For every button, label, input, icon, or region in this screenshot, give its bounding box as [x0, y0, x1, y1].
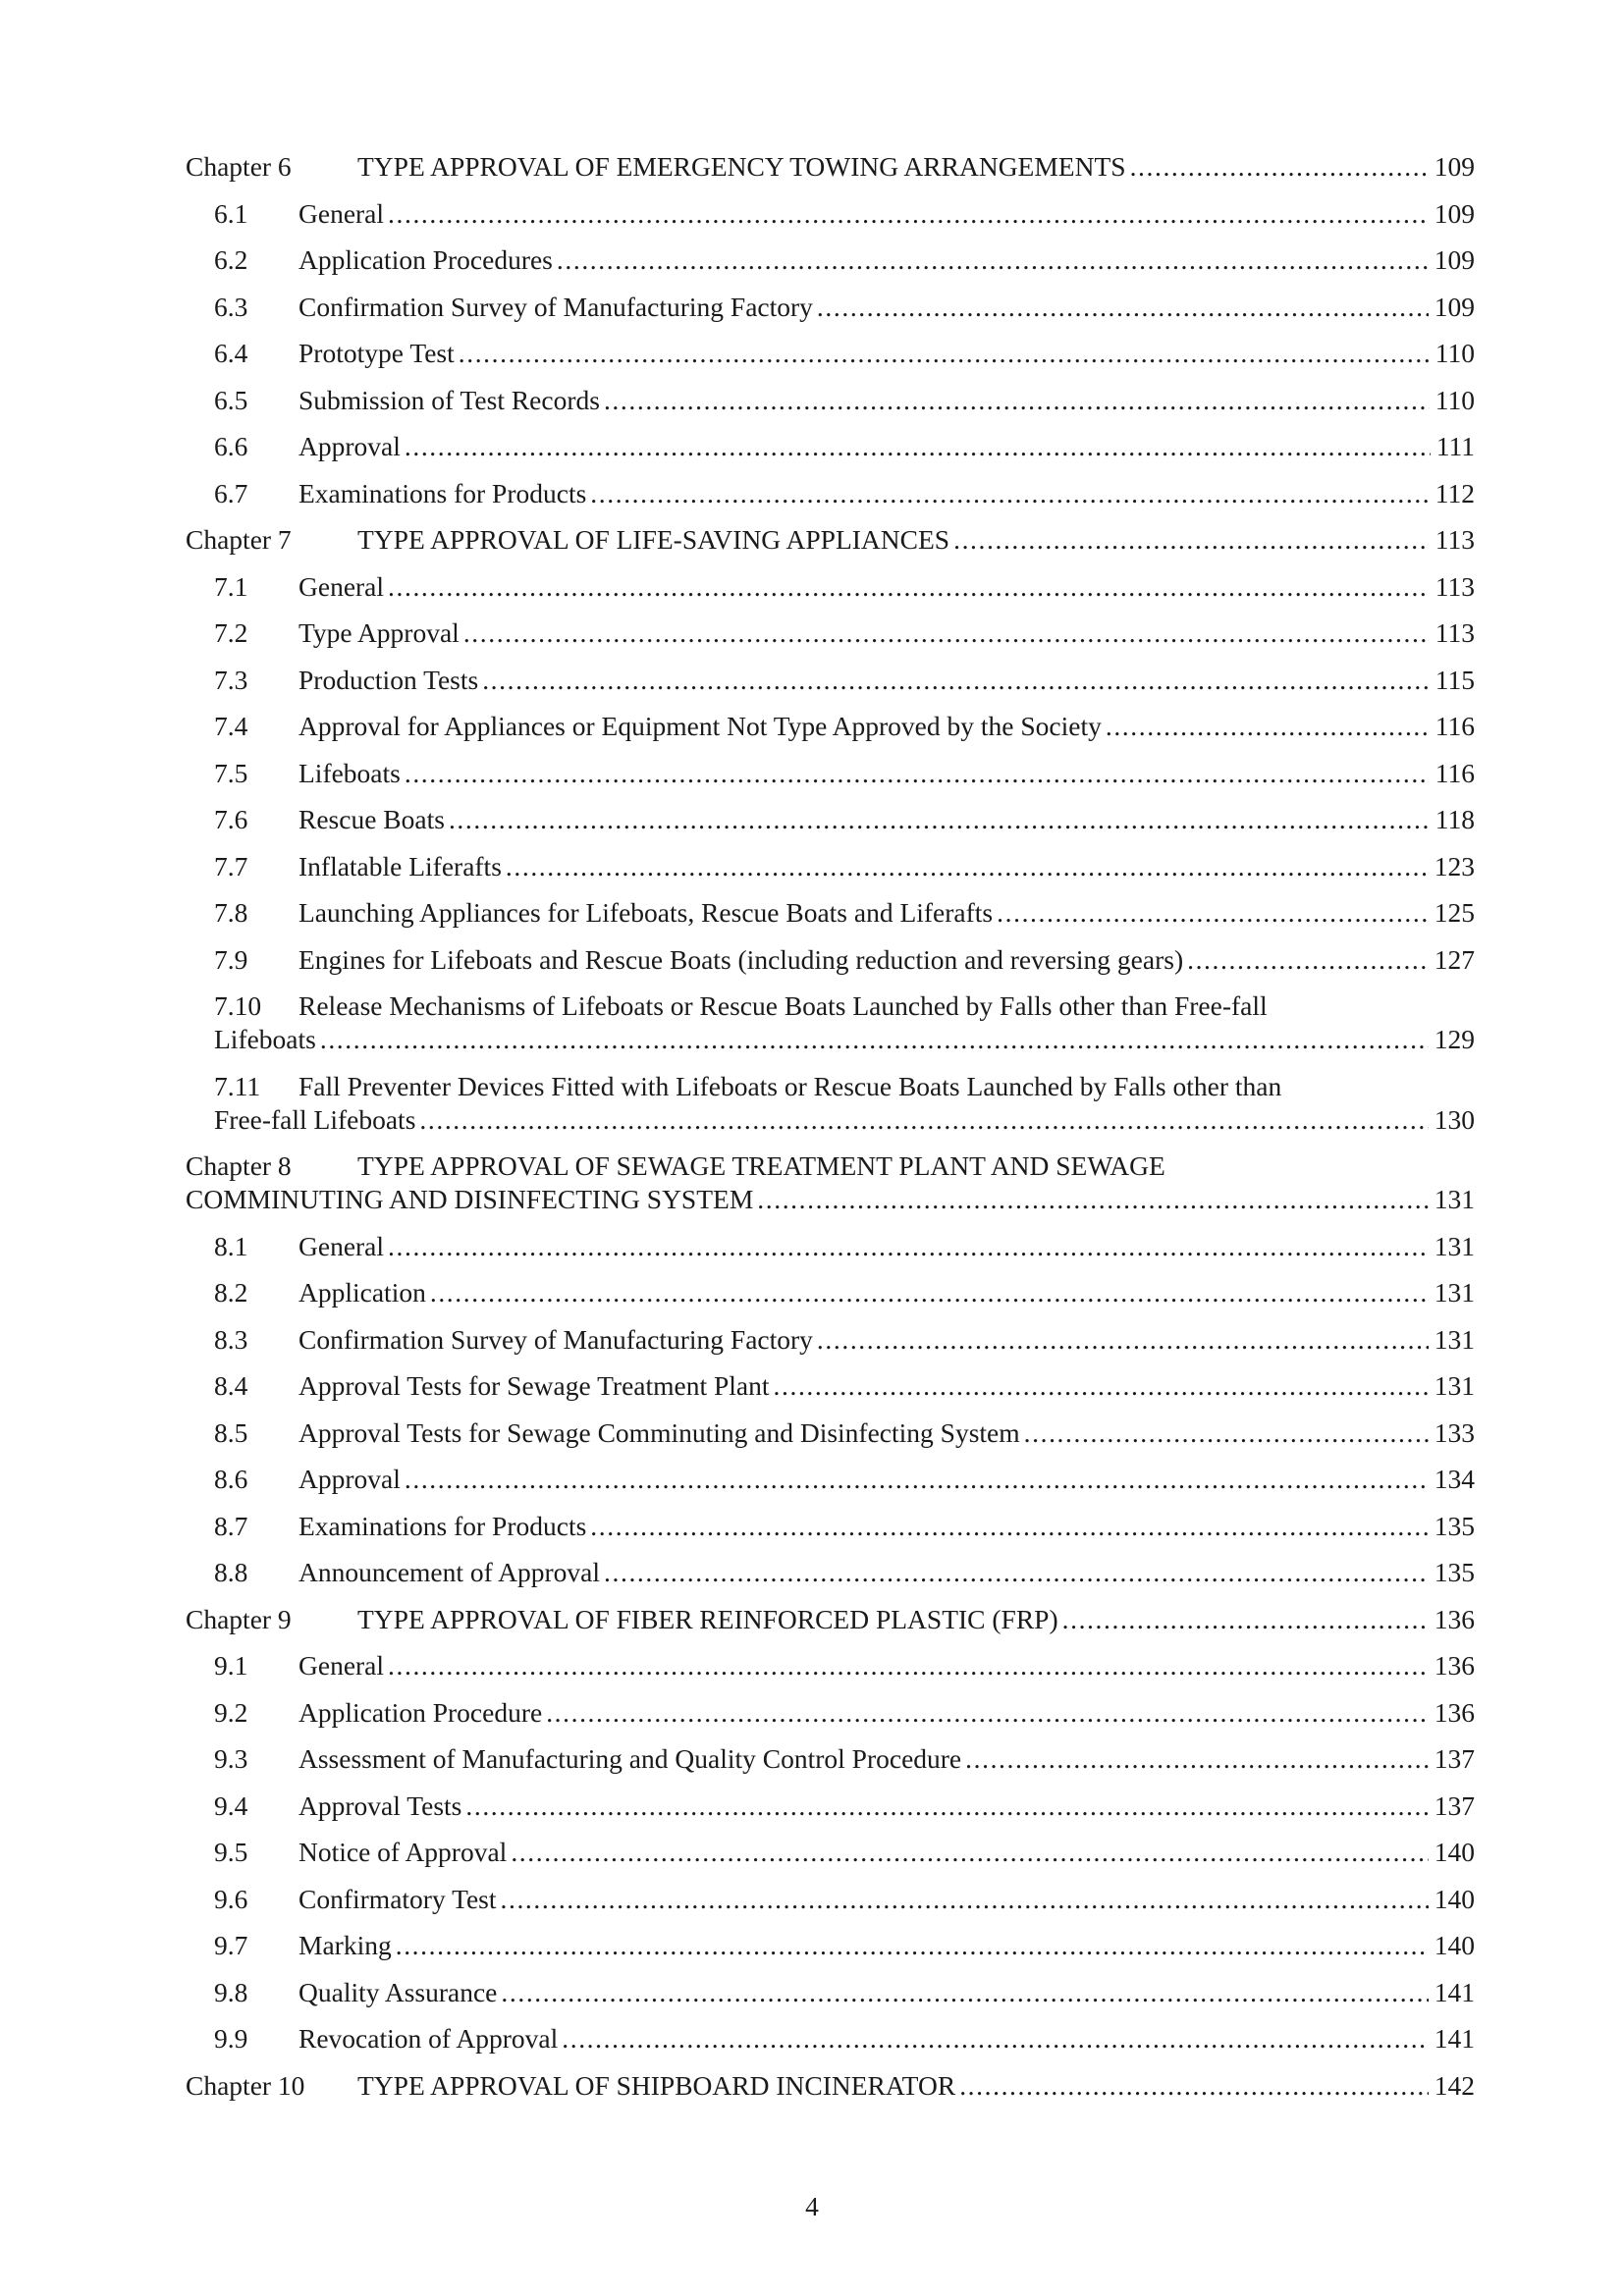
toc-entry-page: 136 [1434, 1603, 1475, 1634]
dot-leader [501, 1883, 1429, 1916]
toc-entry-label [214, 1883, 497, 1916]
toc-entry-title: Engines for Lifeboats and Rescue Boats (including reduction and reversing gears) [298, 943, 1184, 975]
toc-entry-number: 7.3 [214, 664, 248, 695]
toc-entry-page: 109 [1434, 291, 1475, 322]
toc-section-entry[interactable] [186, 1416, 1475, 1450]
toc-entry-number: 7.7 [214, 850, 248, 881]
toc-entry-number: 7.10 [214, 990, 262, 1021]
toc-entry-page: 135 [1434, 1510, 1475, 1541]
toc-entry-title-continued: Lifeboats [214, 1024, 316, 1054]
dot-leader [774, 1369, 1429, 1403]
dot-leader [817, 291, 1429, 324]
toc-entry-number: 6.1 [214, 197, 248, 229]
toc-section-entry[interactable] [186, 477, 1475, 510]
toc-entry-number: 7.1 [214, 570, 248, 602]
toc-section-entry[interactable] [186, 943, 1475, 977]
toc-entry-label [214, 1556, 600, 1589]
toc-entry-page: 133 [1434, 1416, 1475, 1448]
toc-entry-label [186, 2069, 955, 2103]
toc-entry-label [214, 243, 553, 277]
toc-entry-title-continued: Free-fall Lifeboats [214, 1103, 416, 1135]
toc-entry-number: Chapter 7 [186, 524, 292, 555]
toc-entry-page: 112 [1435, 477, 1475, 508]
toc-entry-number: 6.4 [214, 338, 248, 368]
toc-entry-label [214, 1836, 507, 1869]
toc-entry-label [214, 570, 384, 604]
dot-leader [557, 243, 1429, 277]
toc-entry-label [186, 523, 949, 557]
dot-leader [388, 197, 1429, 231]
toc-entry-page: 118 [1435, 804, 1475, 834]
toc-entry-number: 9.2 [214, 1696, 248, 1728]
toc-entry-number: Chapter 6 [186, 151, 292, 182]
toc-entry-page: 110 [1435, 338, 1475, 368]
toc-entry-page: 131 [1434, 1277, 1475, 1308]
toc-entry-page: 111 [1435, 431, 1475, 461]
toc-section-entry[interactable] [186, 1929, 1475, 1962]
dot-leader [590, 477, 1429, 510]
toc-entry-title: General [298, 570, 385, 602]
toc-section-entry[interactable] [186, 1276, 1475, 1309]
toc-section-entry[interactable] [186, 1230, 1475, 1263]
toc-entry-page: 137 [1434, 1789, 1475, 1821]
toc-entry-page: 135 [1434, 1557, 1475, 1587]
toc-entry-title: Application Procedure [298, 1696, 543, 1728]
toc-entry-title: Inflatable Liferafts [298, 850, 502, 881]
toc-entry-title: Lifeboats [298, 757, 401, 788]
toc-entry-page: 131 [1434, 1323, 1475, 1355]
toc-entry-page: 113 [1435, 570, 1475, 602]
toc-entry-label [214, 1696, 542, 1730]
toc-entry-title: Examinations for Products [298, 477, 587, 508]
toc-entry-number: 6.3 [214, 291, 248, 322]
toc-entry-page: 109 [1434, 151, 1475, 182]
dot-leader [997, 896, 1429, 930]
toc-entry-label [214, 1742, 961, 1776]
toc-entry-number: 7.11 [214, 1070, 261, 1101]
toc-section-entry[interactable] [186, 896, 1475, 930]
toc-entry-page: 141 [1434, 1976, 1475, 2007]
toc-entry-number: 9.6 [214, 1883, 248, 1914]
toc-entry-label [214, 384, 600, 417]
toc-section-entry[interactable] [186, 430, 1475, 463]
toc-entry-title: Approval for Appliances or Equipment Not Type Approved by the Society [298, 711, 1102, 741]
toc-entry-title: Confirmatory Test [298, 1883, 497, 1914]
toc-entry-number: 7.9 [214, 943, 248, 975]
toc-section-entry[interactable] [186, 384, 1475, 417]
toc-section-entry[interactable] [186, 1976, 1475, 2009]
dot-leader [465, 1789, 1428, 1823]
toc-entry-title: Approval Tests for Sewage Comminuting and Disinfecting System [298, 1416, 1020, 1448]
toc-entry-page: 110 [1435, 384, 1475, 415]
dot-leader [757, 1183, 1428, 1216]
toc-entry-page: 109 [1434, 197, 1475, 229]
toc-entry-title-continued: COMMINUTING AND DISINFECTING SYSTEM [186, 1184, 754, 1214]
toc-entry-number: 6.6 [214, 431, 248, 461]
toc-entry-number: 9.5 [214, 1837, 248, 1867]
toc-entry-title: Marking [298, 1930, 392, 1960]
toc-section-entry[interactable] [186, 1696, 1475, 1730]
dot-leader [965, 1742, 1429, 1776]
toc-entry-page: 142 [1434, 2069, 1475, 2101]
dot-leader [405, 757, 1430, 790]
toc-entry-number: 6.5 [214, 384, 248, 415]
toc-entry-title: General [298, 1230, 385, 1261]
dot-leader [320, 1023, 1429, 1056]
dot-leader [1130, 150, 1429, 184]
toc-entry-title: Confirmation Survey of Manufacturing Factory [298, 1323, 813, 1355]
toc-entry-title: Approval [298, 431, 401, 461]
toc-entry-title: Revocation of Approval [298, 2023, 559, 2054]
toc-entry-page: 130 [1434, 1103, 1475, 1135]
toc-entry-number: 9.8 [214, 1976, 248, 2007]
dot-leader [546, 1696, 1429, 1730]
toc-entry-number: Chapter 8 [186, 1150, 292, 1181]
toc-section-entry[interactable] [186, 616, 1475, 650]
toc-entry-label [214, 430, 401, 463]
dot-leader [501, 1976, 1428, 2009]
toc-section-entry[interactable] [186, 850, 1475, 883]
toc-entry-page: 136 [1434, 1696, 1475, 1728]
toc-entry-label [214, 1510, 586, 1543]
toc-entry-number: 7.5 [214, 757, 248, 788]
toc-entry-page: 125 [1434, 897, 1475, 928]
toc-entry-page: 129 [1434, 1024, 1475, 1054]
toc-entry-title: Approval Tests for Sewage Treatment Plant [298, 1370, 770, 1401]
toc-entry-title: TYPE APPROVAL OF FIBER REINFORCED PLASTIC (FRP) [357, 1603, 1058, 1634]
toc-entry-label [214, 896, 993, 930]
toc-entry-title: Announcement of Approval [298, 1557, 601, 1587]
toc-entry-title: Launching Appliances for Lifeboats, Rescue Boats and Liferafts [298, 897, 994, 928]
toc-chapter-entry[interactable] [186, 523, 1475, 557]
toc-section-entry[interactable] [186, 757, 1475, 790]
toc-entry-title: TYPE APPROVAL OF SHIPBOARD INCINERATOR [357, 2069, 956, 2101]
toc-entry-label [214, 1369, 770, 1403]
toc-entry-label [214, 1649, 384, 1682]
dot-leader [396, 1929, 1429, 1962]
dot-leader [1024, 1416, 1429, 1450]
toc-entry-label [214, 616, 460, 650]
toc-entry-title: Type Approval [298, 617, 460, 648]
toc-section-entry[interactable] [186, 1789, 1475, 1823]
toc-entry-title: General [298, 197, 385, 229]
toc-entry-label [214, 664, 478, 697]
toc-entry-page: 140 [1434, 1837, 1475, 1867]
toc-section-entry[interactable] [186, 243, 1475, 277]
toc-entry-title: Application Procedures [298, 244, 553, 275]
toc-chapter-entry[interactable] [186, 1603, 1475, 1636]
toc-entry-title: Notice of Approval [298, 1837, 508, 1867]
toc-section-entry[interactable] [186, 1369, 1475, 1403]
dot-leader [405, 1463, 1429, 1496]
toc-section-entry[interactable] [186, 1463, 1475, 1496]
toc-entry-page: 127 [1434, 943, 1475, 975]
toc-entry-number: 9.9 [214, 2023, 248, 2054]
toc-entry-page: 131 [1434, 1230, 1475, 1261]
toc-entry-label [214, 197, 384, 231]
toc-section-entry[interactable] [186, 1649, 1475, 1682]
toc-entry-label [214, 291, 813, 324]
toc-entry-title: TYPE APPROVAL OF LIFE-SAVING APPLIANCES [357, 524, 950, 555]
toc-chapter-entry[interactable] [186, 150, 1475, 184]
toc-entry-number: 8.6 [214, 1464, 248, 1494]
toc-entry-title: Examinations for Products [298, 1510, 587, 1541]
toc-entry-title: Application [298, 1277, 426, 1308]
toc-section-entry[interactable] [186, 664, 1475, 697]
toc-entry-label [214, 477, 586, 510]
dot-leader [463, 616, 1430, 650]
toc-entry-title: Approval [298, 1464, 401, 1494]
toc-section-entry[interactable] [186, 1556, 1475, 1589]
toc-chapter-entry[interactable] [186, 1149, 1475, 1216]
toc-entry-number: 8.8 [214, 1557, 248, 1587]
toc-entry-label [214, 2022, 558, 2056]
toc-entry-label [214, 1463, 401, 1496]
toc-entry-number: 9.4 [214, 1789, 248, 1821]
dot-leader [449, 803, 1430, 836]
toc-entry-title: Confirmation Survey of Manufacturing Factory [298, 291, 813, 322]
toc-entry-number: 6.2 [214, 244, 248, 275]
toc-entry-title: Approval Tests [298, 1789, 462, 1821]
toc-entry-number: Chapter 10 [186, 2069, 305, 2101]
dot-leader [604, 1556, 1429, 1589]
dot-leader [604, 384, 1430, 417]
dot-leader [388, 1230, 1429, 1263]
toc-section-entry[interactable] [186, 803, 1475, 836]
toc-entry-label [214, 1976, 497, 2009]
dot-leader [1187, 943, 1429, 977]
toc-entry-number: 7.6 [214, 804, 248, 834]
toc-entry-label [214, 850, 502, 883]
toc-entry-number: 8.4 [214, 1370, 248, 1401]
toc-section-entry[interactable] [186, 989, 1475, 1056]
toc-entry-page: 131 [1434, 1370, 1475, 1401]
dot-leader [959, 2069, 1429, 2103]
toc-entry-page: 131 [1434, 1184, 1475, 1214]
toc-entry-page: 136 [1434, 1650, 1475, 1681]
dot-leader [388, 1649, 1429, 1682]
page-number: 4 [805, 2191, 819, 2221]
toc-entry-page: 115 [1435, 664, 1475, 695]
toc-entry-number: 8.3 [214, 1323, 248, 1355]
toc-entry-label [186, 1603, 1058, 1636]
toc-entry-label [214, 1323, 813, 1357]
toc-entry-label [214, 803, 445, 836]
toc-entry-title: Fall Preventer Devices Fitted with Lifeboats or Rescue Boats Launched by Falls other than [298, 1070, 1282, 1101]
toc-entry-page: 123 [1434, 850, 1475, 881]
toc-entry-number: 8.1 [214, 1230, 248, 1261]
dot-leader [482, 664, 1430, 697]
toc-section-entry[interactable] [186, 570, 1475, 604]
dot-leader [562, 2022, 1429, 2056]
toc-section-entry[interactable] [186, 1070, 1475, 1137]
toc-entry-label [214, 1929, 392, 1962]
toc-section-entry[interactable] [186, 1836, 1475, 1869]
toc-entry-label [214, 1230, 384, 1263]
toc-entry-number: 7.4 [214, 711, 248, 741]
toc-entry-number: 6.7 [214, 477, 248, 508]
toc-entry-number: 9.1 [214, 1650, 248, 1681]
toc-entry-title: TYPE APPROVAL OF EMERGENCY TOWING ARRANGEMENTS [357, 151, 1126, 182]
dot-leader [419, 1103, 1428, 1137]
toc-entry-title: Prototype Test [298, 338, 455, 368]
toc-entry-page: 137 [1434, 1743, 1475, 1774]
dot-leader [817, 1323, 1429, 1357]
toc-entry-title: Assessment of Manufacturing and Quality Control Procedure [298, 1743, 962, 1774]
toc-entry-title: TYPE APPROVAL OF SEWAGE TREATMENT PLANT AND SEWAGE [357, 1150, 1165, 1181]
table-of-contents [186, 150, 1475, 2115]
dot-leader [430, 1276, 1429, 1309]
toc-entry-number: 7.2 [214, 617, 248, 648]
toc-section-entry[interactable] [186, 710, 1475, 743]
toc-entry-page: 140 [1434, 1883, 1475, 1914]
toc-entry-label [214, 710, 1102, 743]
dot-leader [388, 570, 1430, 604]
toc-entry-label [214, 1416, 1020, 1450]
toc-section-entry[interactable] [186, 1323, 1475, 1357]
dot-leader [1106, 710, 1430, 743]
toc-entry-page: 116 [1435, 711, 1475, 741]
toc-entry-page: 113 [1435, 524, 1475, 555]
toc-entry-number: 8.7 [214, 1510, 248, 1541]
toc-entry-page: 134 [1434, 1464, 1475, 1494]
toc-entry-page: 116 [1435, 757, 1475, 788]
toc-entry-label [214, 757, 401, 790]
toc-entry-number: Chapter 9 [186, 1603, 292, 1634]
toc-entry-label [214, 337, 455, 370]
toc-entry-label [214, 943, 1183, 977]
toc-entry-number: 7.8 [214, 897, 248, 928]
toc-section-entry[interactable] [186, 2022, 1475, 2056]
toc-entry-page: 113 [1435, 617, 1475, 648]
toc-entry-title: Production Tests [298, 664, 479, 695]
toc-section-entry[interactable] [186, 1742, 1475, 1776]
toc-entry-page: 140 [1434, 1930, 1475, 1960]
toc-section-entry[interactable] [186, 1510, 1475, 1543]
dot-leader [459, 337, 1430, 370]
toc-entry-page: 141 [1434, 2023, 1475, 2054]
dot-leader [511, 1836, 1428, 1869]
toc-section-entry[interactable] [186, 291, 1475, 324]
toc-chapter-entry[interactable] [186, 2069, 1475, 2103]
toc-entry-number: 8.5 [214, 1416, 248, 1448]
toc-entry-title: Submission of Test Records [298, 384, 600, 415]
toc-entry-number: 9.7 [214, 1930, 248, 1960]
toc-entry-label [214, 1276, 426, 1309]
dot-leader [590, 1510, 1428, 1543]
dot-leader [506, 850, 1429, 883]
toc-entry-title: Quality Assurance [298, 1976, 498, 2007]
toc-section-entry[interactable] [186, 1883, 1475, 1916]
dot-leader [1062, 1603, 1429, 1636]
toc-section-entry[interactable] [186, 337, 1475, 370]
toc-section-entry[interactable] [186, 197, 1475, 231]
dot-leader [405, 430, 1431, 463]
toc-entry-title: Release Mechanisms of Lifeboats or Rescue Boats Launched by Falls other than Free-fall [298, 990, 1268, 1021]
toc-entry-title: General [298, 1650, 385, 1681]
toc-entry-page: 109 [1434, 244, 1475, 275]
toc-entry-label [214, 1789, 461, 1823]
dot-leader [953, 523, 1430, 557]
toc-entry-title: Rescue Boats [298, 804, 445, 834]
toc-entry-number: 9.3 [214, 1743, 248, 1774]
toc-entry-label [186, 150, 1126, 184]
toc-entry-number: 8.2 [214, 1277, 248, 1308]
